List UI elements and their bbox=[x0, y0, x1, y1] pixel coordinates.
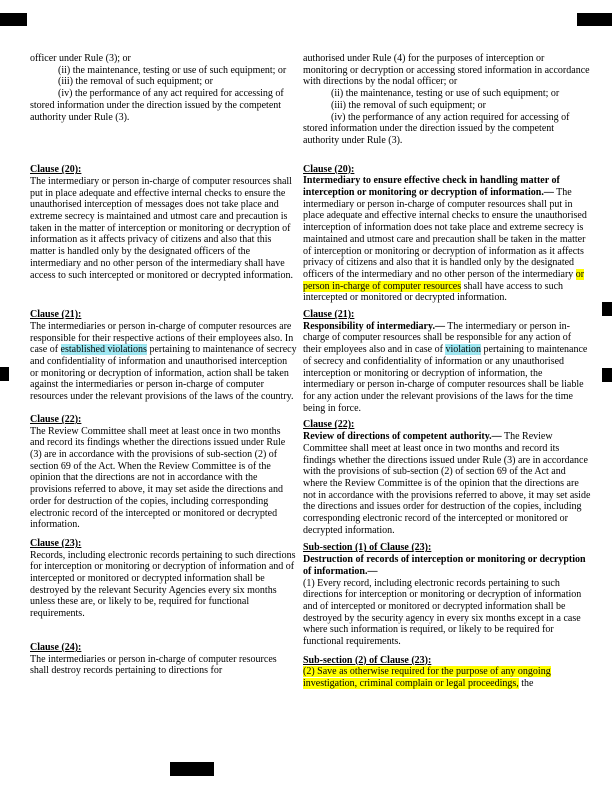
text-run: Review of directions of competent authority.— bbox=[303, 431, 502, 443]
clause-heading: Clause (22): bbox=[30, 413, 82, 425]
right-column bbox=[303, 53, 591, 690]
text-run: the bbox=[518, 678, 534, 690]
clause-paragraph bbox=[303, 112, 591, 147]
clause-block bbox=[30, 309, 297, 403]
clause-block bbox=[303, 419, 591, 536]
highlight-yellow-text: or person in-charge of computer resources bbox=[303, 268, 585, 292]
clause-paragraph bbox=[303, 175, 591, 304]
clause-paragraph bbox=[303, 100, 591, 112]
clause-heading: Sub-section (2) of Clause (23): bbox=[303, 654, 432, 666]
clause-heading: Sub-section (1) of Clause (23): bbox=[303, 542, 432, 554]
clause-block bbox=[30, 538, 297, 620]
text-run: (1) Every record, including electronic records pertaining to such directions for interception or monitoring or decryption of information and of intercepted or monitored or decrypted information shall be destroyed by the security agency in every six months except in a case where such information is required, or likely to be required for functional requirements. bbox=[303, 577, 582, 648]
clause-paragraph bbox=[303, 53, 591, 88]
clause-paragraph bbox=[30, 65, 297, 77]
clause-paragraph bbox=[30, 426, 297, 531]
clause-paragraph bbox=[303, 578, 591, 648]
text-run: (ii) the maintenance, testing or use of such equipment; or bbox=[58, 64, 287, 76]
text-run: pertaining to maintenance of secrecy and confidentiality of information and unauthorised interception or monitoring or decryption of information, action shall be taken against the intermediaries or person in-charge of computer resources under the relevant provisions of the laws of the country. bbox=[30, 344, 297, 403]
clause-paragraph bbox=[303, 321, 591, 415]
clause-block bbox=[303, 655, 591, 690]
text-run: shall have access to such intercepted or monitored or decrypted information. bbox=[303, 280, 564, 304]
text-run: The Review Committee shall meet at least once in two months and record its findings whether the directions issued under Rule (3) are in accordance with the provisions of sub-section (2) of section 69 of the Act. When the Review Committee is of the opinion that the directions are not in accordance with the provisions referred to above, it may set aside the directions and order for destruction of the copies, including corresponding electronic record of the intercepted or monitored or decrypted information. bbox=[30, 425, 286, 531]
clause-block bbox=[30, 642, 297, 677]
clause-block bbox=[30, 53, 297, 123]
left-column bbox=[30, 53, 297, 677]
text-run: The intermediaries or person in-charge of computer resources are responsible for their respective actions of their employees also. In case of bbox=[30, 320, 294, 356]
text-run: (iv) the performance of any act required for accessing of stored information under the direction issued by the competent authority under Rule (3). bbox=[30, 88, 284, 123]
text-run: authorised under Rule (4) for the purposes of interception or monitoring or decryption or accessing stored information in accordance with directions by the nodal officer; or bbox=[303, 53, 590, 88]
text-run: The intermediary or person in-charge of computer resources shall put in place adequate and effective internal checks to ensure the unauthorised interception of messages does not take place and extreme secrecy is maintained and utmost care and precaution is taken in the matter of interception or monitoring or decryption of information as it affects privacy of citizens and also that this matter is handled only by the designated officers of the intermediary and no other person of the intermediary shall have access to such intercepted or monitored or decrypted information. bbox=[30, 175, 293, 281]
text-run: The intermediary or person in-charge of computer resources shall put in place adequate and effective internal checks to ensure the unauthorised interception of information does not take place and extreme secrecy is maintained and utmost care and precaution shall be taken in the matter of interception or monitoring or decryption of information as it affects privacy of citizens and also that it is handled only by the designated officers of the intermediary and no other person of the intermediary bbox=[303, 187, 587, 280]
text-run: (iii) the removal of such equipment; or bbox=[58, 76, 213, 88]
clause-heading: Clause (23): bbox=[30, 537, 82, 549]
clause-paragraph bbox=[30, 88, 297, 123]
text-run: The Review Committee shall meet at least once in two months and record its findings whether the directions issued under Rule (3) are in accordance with the provisions of sub-section (2) of section 69 of the Act and where the Review Committee is of the opinion that the directions are not in accordance with the provisions referred to above, it may set aside the directions and issues order for destruction of the copies, including corresponding electronic record of the intercepted or monitored or decrypted information. bbox=[303, 431, 591, 536]
clause-paragraph bbox=[30, 53, 297, 65]
scan-mark bbox=[602, 302, 612, 316]
text-run: officer under Rule (3); or bbox=[30, 53, 131, 64]
clause-paragraph bbox=[30, 176, 297, 281]
text-run: Destruction of records of interception or monitoring or decryption of information.— bbox=[303, 554, 586, 577]
text-run: The intermediary or person in-charge of computer resources shall be responsible for any action of their employees also and in case of bbox=[303, 320, 572, 356]
text-run: (iv) the performance of any action required for accessing of stored information under the direction issued by the competent authority under Rule (3). bbox=[303, 111, 570, 146]
highlight-cyan-text: violation bbox=[445, 344, 482, 356]
scan-mark bbox=[602, 368, 612, 382]
scan-mark bbox=[577, 13, 612, 26]
clause-heading: Clause (21): bbox=[30, 309, 82, 321]
clause-heading: Clause (21): bbox=[303, 309, 355, 321]
text-run: pertaining to maintenance of secrecy and confidentiality of information or any unauthorised interception or monitoring or decryption of information, the intermediary or person in-charge of computer resources shall be liable for any action under the relevant provisions of the laws for the time being in force. bbox=[303, 344, 588, 414]
clause-paragraph bbox=[303, 666, 591, 689]
scan-mark bbox=[0, 13, 27, 26]
clause-block bbox=[303, 542, 591, 647]
clause-heading: Clause (24): bbox=[30, 641, 82, 653]
clause-paragraph bbox=[30, 321, 297, 403]
clause-paragraph bbox=[30, 76, 297, 88]
text-run: Records, including electronic records pertaining to such directions for interception or monitoring or decryption of information and of intercepted or monitored or decrypted information shall be destroyed by the relevant Security Agencies every six months unless these are, or likely to be, required for functional requirements. bbox=[30, 549, 296, 620]
clause-paragraph bbox=[30, 550, 297, 620]
clause-paragraph bbox=[303, 554, 591, 577]
text-run: (iii) the removal of such equipment; or bbox=[331, 99, 486, 111]
text-run: The intermediaries or person in-charge of computer resources shall destroy records pertaining to directions for bbox=[30, 653, 277, 677]
scan-mark bbox=[170, 762, 214, 776]
clause-block bbox=[303, 164, 591, 304]
clause-block bbox=[30, 164, 297, 281]
highlight-yellow-text: (2) Save as otherwise required for the purpose of any ongoing investigation, criminal complain or legal proceedings, bbox=[303, 666, 551, 690]
clause-block bbox=[303, 53, 591, 147]
clause-paragraph bbox=[30, 654, 297, 677]
clause-block bbox=[303, 309, 591, 414]
clause-block bbox=[30, 414, 297, 531]
highlight-cyan-text: established violations bbox=[60, 344, 147, 356]
clause-heading: Clause (22): bbox=[303, 419, 355, 431]
clause-heading: Clause (20): bbox=[30, 164, 82, 176]
clause-paragraph bbox=[303, 88, 591, 100]
text-run: Responsibility of intermediary.— bbox=[303, 320, 445, 332]
text-run: (ii) the maintenance, testing or use of such equipment; or bbox=[331, 88, 560, 100]
clause-paragraph bbox=[303, 431, 591, 536]
scan-mark bbox=[0, 367, 9, 381]
clause-heading: Clause (20): bbox=[303, 163, 355, 175]
text-run: Intermediary to ensure effective check in handling matter of interception or monitoring or decryption of information.— bbox=[303, 175, 560, 199]
